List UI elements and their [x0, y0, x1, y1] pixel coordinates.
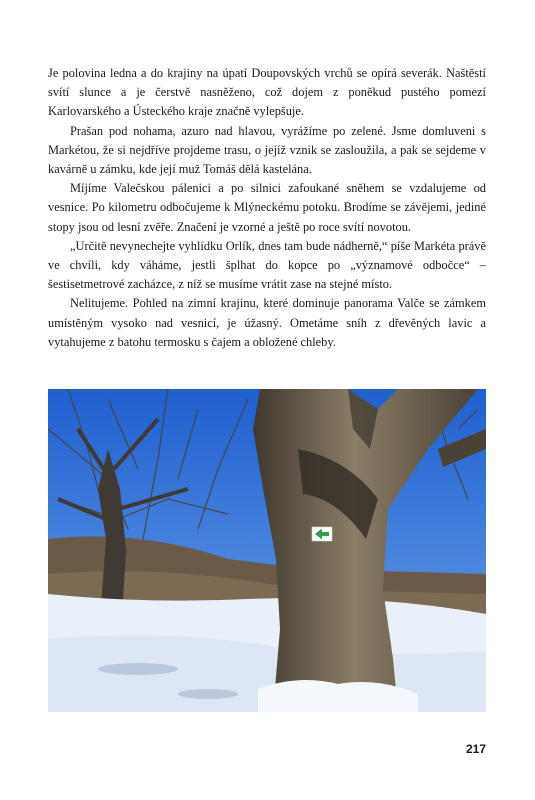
- photo-illustration: [48, 389, 486, 712]
- paragraph: Míjíme Valečskou pálenici a po silnici zafoukané sněhem se vzdalujeme od vesnice. Po kilometru odbočujeme k Mlýneckému potoku. Brodíme se závějemi, jediné stopy jsou od lesní zvěře. Značení je vzorné a ještě po roce svítí novotou.: [48, 181, 486, 234]
- paragraph: Je polovina ledna a do krajiny na úpatí Doupovských vrchů se opírá severák. Naštěstí svítí slunce a je čerstvě nasněženo, což dojem z poněkud pustého pomezí Karlovarského a Ústeckého kraje značně vylepšuje.: [48, 66, 486, 119]
- page-number: 217: [465, 742, 486, 756]
- photo-winter-trees: [48, 389, 486, 712]
- paragraph: Nelitujeme. Pohled na zimní krajinu, které dominuje panorama Valče se zámkem umístěným vysoko nad vesnicí, je úžasný. Ometáme sníh z dřevěných lavic a vytahujeme z batohu termosku s čajem a obložené chleby.: [48, 296, 486, 349]
- paragraph: Prašan pod nohama, azuro nad hlavou, vyrážíme po zelené. Jsme domluveni s Markétou, že si nejdříve projdeme trasu, o jejíž vznik se zasloužila, a pak se sejdeme v kavárně u zámku, kde její muž Tomáš dělá kastelána.: [48, 123, 486, 177]
- paragraph: „Určitě nevynechejte vyhlídku Orlík, dnes tam bude nádherně,“ píše Markéta právě ve chvíli, kdy váháme, jestli šplhat do kopce po „významové odbočce“ – šestisetmetrové zacházce, z níž se musíme vrátit zase na stejné místo.: [48, 238, 486, 292]
- article-text: [48, 64, 486, 352]
